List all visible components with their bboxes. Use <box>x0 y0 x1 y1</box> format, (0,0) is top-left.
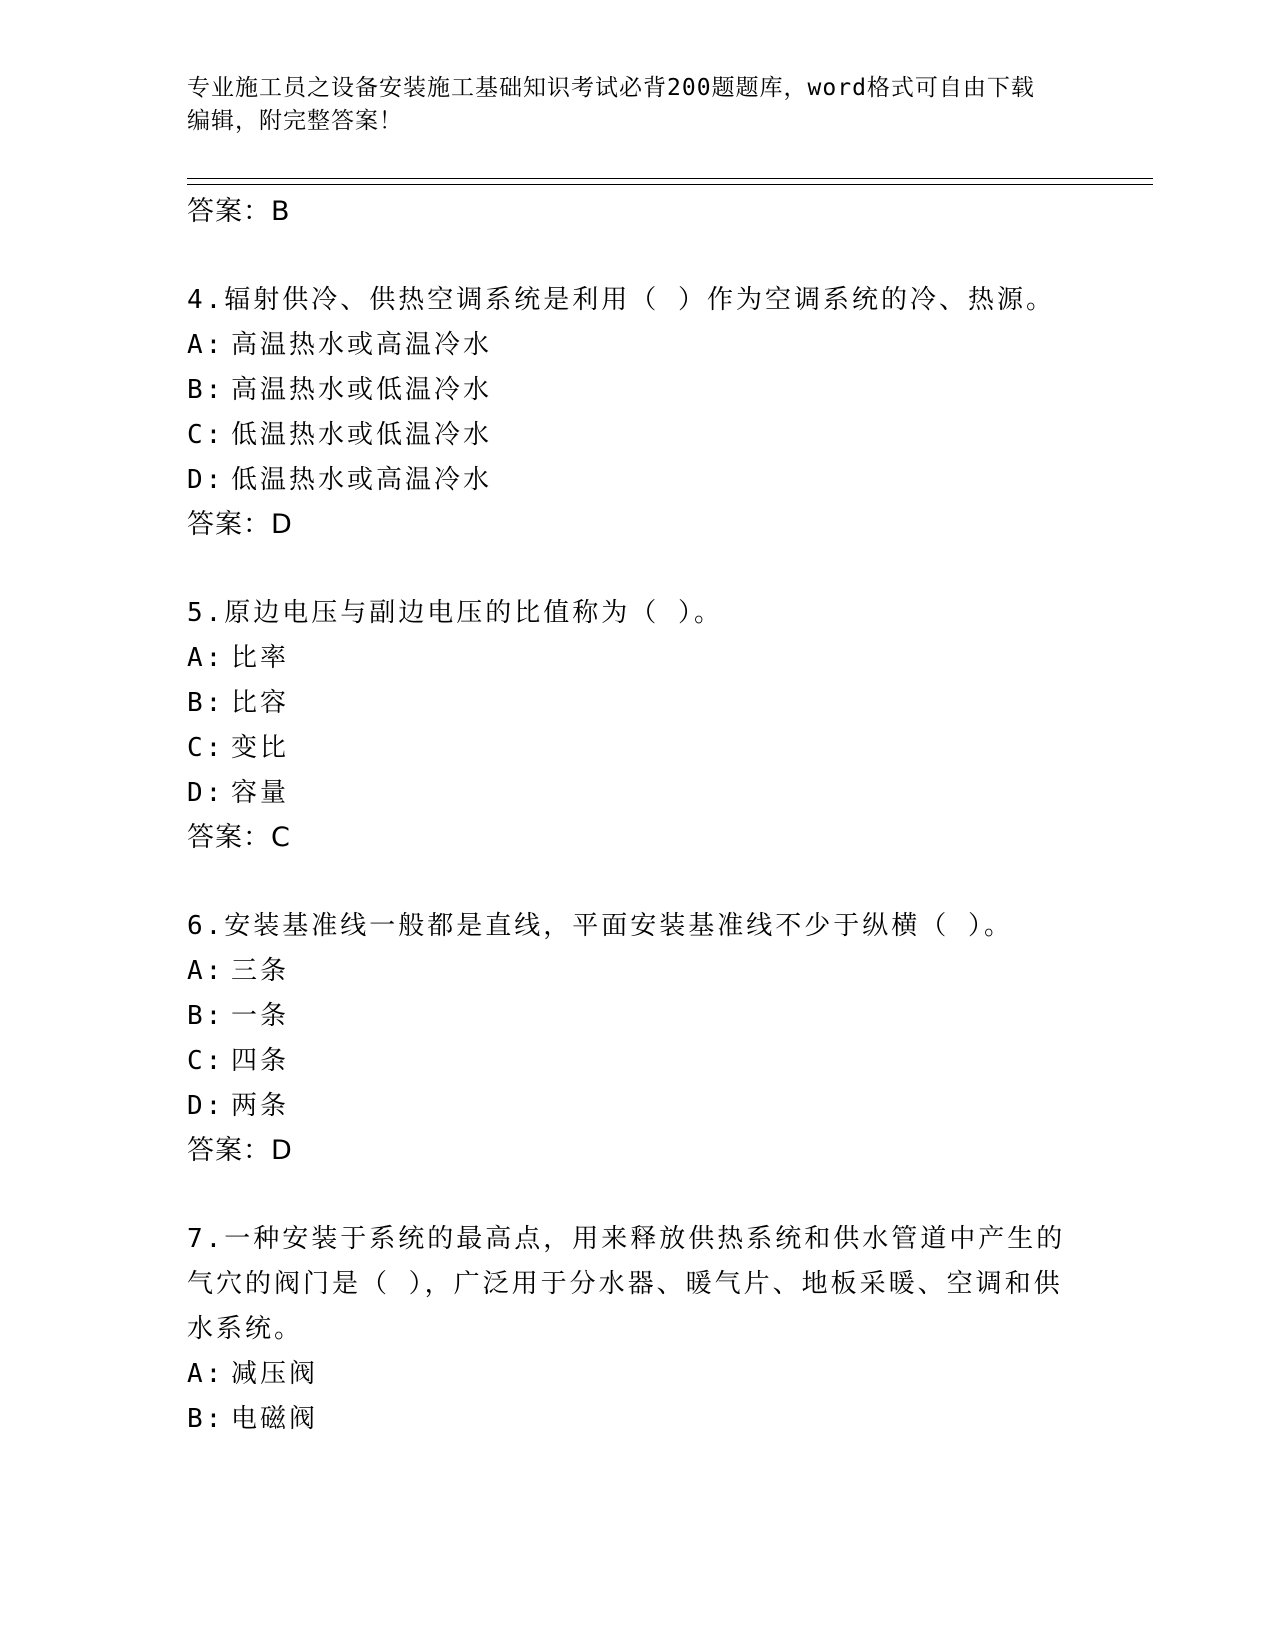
answer-line: 答案：D <box>187 509 293 540</box>
option-b <box>187 368 1087 413</box>
option-text: 电磁阀 <box>231 1404 319 1434</box>
option-key: A: <box>187 330 225 360</box>
option-key: B: <box>187 1001 225 1031</box>
question-item <box>187 278 1087 547</box>
option-key: D: <box>187 778 225 808</box>
answer-line: 答案：D <box>187 1135 293 1166</box>
option-text: 低温热水或高温冷水 <box>231 465 493 495</box>
option-key: B: <box>187 375 225 405</box>
option-text: 比率 <box>231 643 290 673</box>
header-divider-top <box>187 178 1153 179</box>
option-text: 变比 <box>231 733 290 763</box>
option-text: 四条 <box>231 1046 290 1076</box>
option-text: 三条 <box>231 956 290 986</box>
document-header <box>187 72 1067 138</box>
option-c <box>187 726 1087 771</box>
option-key: C: <box>187 1046 225 1076</box>
option-c <box>187 413 1087 458</box>
option-b <box>187 994 1087 1039</box>
option-text: 比容 <box>231 688 290 718</box>
option-key: D: <box>187 465 225 495</box>
option-a <box>187 949 1087 994</box>
question-item <box>187 1217 1087 1442</box>
option-a <box>187 323 1087 368</box>
option-b <box>187 1397 1087 1442</box>
option-key: A: <box>187 643 225 673</box>
question-item <box>187 591 1087 860</box>
question-item <box>187 904 1087 1173</box>
option-text: 低温热水或低温冷水 <box>231 420 493 450</box>
option-key: B: <box>187 688 225 718</box>
option-key: C: <box>187 420 225 450</box>
option-text: 容量 <box>231 778 290 808</box>
question-text: 7.一种安装于系统的最高点，用来释放供热系统和供水管道中产生的气穴的阀门是（ ），广泛用于分水器、暖气片、地板采暖、空调和供水系统。 <box>187 1224 1066 1344</box>
option-d <box>187 771 1087 816</box>
option-key: B: <box>187 1404 225 1434</box>
question-text: 6.安装基准线一般都是直线，平面安装基准线不少于纵横（ ）。 <box>187 911 1013 941</box>
option-key: D: <box>187 1091 225 1121</box>
option-text: 一条 <box>231 1001 290 1031</box>
header-line-1: 专业施工员之设备安装施工基础知识考试必背200题题库，word格式可自由下载 <box>187 75 1035 101</box>
question-list <box>187 190 1087 1442</box>
option-key: A: <box>187 1359 225 1389</box>
option-c <box>187 1039 1087 1084</box>
option-d <box>187 458 1087 503</box>
option-text: 两条 <box>231 1091 290 1121</box>
option-key: C: <box>187 733 225 763</box>
option-b <box>187 681 1087 726</box>
answer-line: 答案：C <box>187 822 291 853</box>
option-a <box>187 636 1087 681</box>
question-text: 5.原边电压与副边电压的比值称为（ ）。 <box>187 598 723 628</box>
question-text: 4.辐射供冷、供热空调系统是利用（ ）作为空调系统的冷、热源。 <box>187 285 1055 315</box>
header-line-2: 编辑，附完整答案！ <box>187 108 403 134</box>
header-divider-bottom <box>187 184 1153 185</box>
option-a <box>187 1352 1087 1397</box>
option-text: 高温热水或低温冷水 <box>231 375 493 405</box>
option-d <box>187 1084 1087 1129</box>
answer-line: 答案：B <box>187 196 291 227</box>
option-text: 减压阀 <box>231 1359 319 1389</box>
option-text: 高温热水或高温冷水 <box>231 330 493 360</box>
option-key: A: <box>187 956 225 986</box>
